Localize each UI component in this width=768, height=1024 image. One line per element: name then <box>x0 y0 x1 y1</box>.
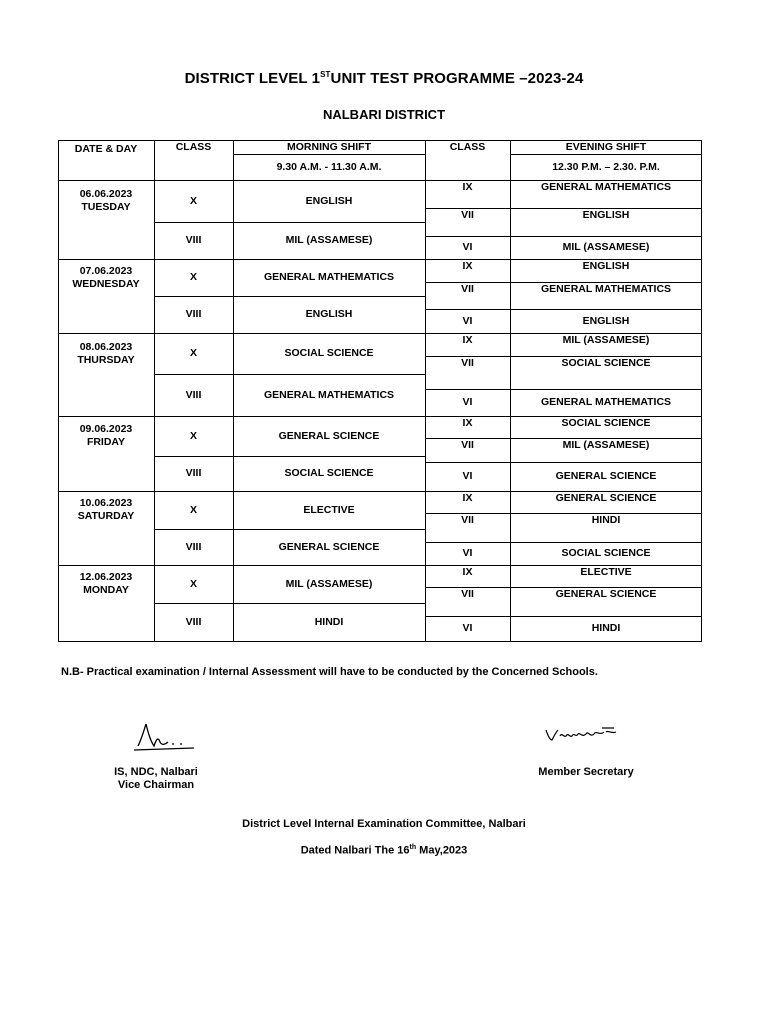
day-text: MONDAY <box>83 584 129 596</box>
evening-subject-cell <box>528 438 684 462</box>
evening-subject-cell <box>528 389 684 416</box>
header-morning-time-text: 9.30 A.M. - 11.30 A.M. <box>276 160 382 173</box>
evening-class-cell-text: VII <box>461 357 474 369</box>
morning-class-cell <box>154 491 233 529</box>
evening-subject-cell-text: HINDI <box>591 622 621 634</box>
evening-subject-cell <box>528 565 684 587</box>
morning-class-cell-text: X <box>189 347 197 359</box>
committee-name: District Level Internal Examination Committee, Nalbari <box>242 818 526 830</box>
dated-suffix: May,2023 <box>416 844 468 857</box>
morning-subject-cell-text: MIL (ASSAMESE) <box>285 234 373 246</box>
evening-class-cell <box>425 180 510 208</box>
evening-class-cell-text: VI <box>462 314 473 327</box>
day-text: TUESDAY <box>81 201 131 213</box>
evening-subject-cell <box>528 333 684 356</box>
morning-class-cell <box>154 374 233 416</box>
morning-class-cell <box>154 416 233 456</box>
header-date-day <box>58 140 154 158</box>
morning-class-cell-text: VIII <box>185 467 202 479</box>
evening-class-cell <box>425 491 510 513</box>
evening-subject-cell <box>528 616 684 641</box>
evening-subject-cell-text: GENERAL SCIENCE <box>555 470 657 482</box>
morning-subject-cell <box>233 416 425 456</box>
evening-class-cell <box>425 356 510 389</box>
evening-class-cell-text: VI <box>462 622 473 634</box>
note: N.B- Practical examination / Internal Assessment will have to be conducted by the Concerned Schools. <box>61 666 598 678</box>
evening-class-cell-text: VII <box>461 514 474 526</box>
evening-subject-cell-text: SOCIAL SCIENCE <box>561 417 651 429</box>
evening-class-cell <box>425 565 510 587</box>
evening-subject-cell <box>528 513 684 542</box>
morning-subject-cell <box>233 603 425 641</box>
evening-subject-cell <box>528 309 684 333</box>
header-class-morning-text: CLASS <box>175 140 212 153</box>
day-text: THURSDAY <box>77 353 135 366</box>
member-secretary-signature <box>542 722 626 750</box>
evening-subject-cell <box>528 208 684 236</box>
date-day-cell <box>58 565 154 603</box>
date-day-cell <box>58 491 154 529</box>
evening-class-cell <box>425 333 510 356</box>
evening-class-cell <box>425 587 510 616</box>
header-evening-shift <box>510 140 702 154</box>
evening-subject-cell-text: MIL (ASSAMESE) <box>562 241 650 253</box>
evening-subject-cell-text: ENGLISH <box>582 314 630 327</box>
date-day-cell <box>58 259 154 296</box>
morning-subject-cell-text: SOCIAL SCIENCE <box>284 467 374 479</box>
morning-class-cell-text: VIII <box>185 308 202 320</box>
evening-class-cell-text: VI <box>462 547 473 559</box>
evening-class-cell <box>425 416 510 438</box>
evening-class-cell-text: IX <box>462 260 473 272</box>
morning-class-cell-text: X <box>189 429 197 442</box>
morning-subject-cell <box>233 333 425 374</box>
evening-class-cell <box>425 389 510 416</box>
date-text: 12.06.2023 <box>79 571 133 583</box>
evening-subject-cell <box>528 282 684 309</box>
evening-class-cell <box>425 208 510 236</box>
title-superscript: ST <box>320 70 331 79</box>
evening-subject-cell-text: GENERAL MATHEMATICS <box>540 283 672 295</box>
evening-class-cell <box>425 462 510 491</box>
evening-class-cell-text: IX <box>462 566 473 578</box>
header-date-day-text: DATE & DAY <box>74 142 138 155</box>
morning-subject-cell-text: GENERAL MATHEMATICS <box>263 271 395 283</box>
evening-subject-cell <box>528 542 684 565</box>
evening-class-cell <box>425 616 510 641</box>
header-evening-shift-text: EVENING SHIFT <box>565 140 647 153</box>
morning-subject-cell <box>233 374 425 416</box>
evening-class-cell-text: VII <box>461 439 474 451</box>
evening-class-cell-text: VI <box>462 470 473 482</box>
morning-subject-cell <box>233 491 425 529</box>
header-evening-time-text: 12.30 P.M. – 2.30. P.M. <box>552 160 660 173</box>
evening-class-cell-text: VII <box>461 588 474 600</box>
morning-class-cell <box>154 565 233 603</box>
evening-subject-cell-text: SOCIAL SCIENCE <box>561 357 651 369</box>
morning-subject-cell-text: GENERAL MATHEMATICS <box>263 388 395 401</box>
morning-subject-cell <box>233 180 425 222</box>
table-border-right <box>701 140 702 642</box>
evening-class-cell <box>425 438 510 462</box>
document-subtitle: NALBARI DISTRICT <box>322 107 446 122</box>
day-text: FRIDAY <box>86 436 126 448</box>
evening-subject-cell <box>528 462 684 491</box>
dated-line <box>0 844 768 857</box>
evening-subject-cell <box>528 356 684 389</box>
morning-class-cell <box>154 333 233 374</box>
evening-subject-cell <box>528 180 684 208</box>
evening-subject-cell-text: HINDI <box>591 514 621 526</box>
right-signatory <box>520 766 652 779</box>
morning-class-cell <box>154 222 233 259</box>
morning-subject-cell <box>233 296 425 333</box>
morning-subject-cell-text: ELECTIVE <box>303 503 355 516</box>
evening-class-cell-text: VII <box>461 283 474 295</box>
evening-subject-cell-text: MIL (ASSAMESE) <box>562 334 650 346</box>
date-text: 07.06.2023 <box>79 264 133 277</box>
morning-class-cell <box>154 603 233 641</box>
evening-subject-cell-text: GENERAL SCIENCE <box>555 492 657 504</box>
evening-class-cell-text: IX <box>462 334 473 346</box>
morning-class-cell-text: X <box>189 503 197 516</box>
left-signatory-role: Vice Chairman <box>117 779 195 791</box>
evening-class-cell-text: IX <box>462 417 473 429</box>
date-text: 09.06.2023 <box>79 423 133 435</box>
evening-subject-cell-text: GENERAL SCIENCE <box>555 588 657 600</box>
morning-subject-cell-text: SOCIAL SCIENCE <box>284 347 374 359</box>
evening-class-cell-text: IX <box>462 181 473 193</box>
morning-class-cell <box>154 259 233 296</box>
left-signatory-title: IS, NDC, Nalbari <box>114 766 198 778</box>
evening-subject-cell-text: ENGLISH <box>582 209 630 221</box>
date-text: 08.06.2023 <box>79 340 133 353</box>
morning-subject-cell-text: MIL (ASSAMESE) <box>285 577 373 590</box>
evening-subject-cell <box>528 259 684 282</box>
vice-chairman-signature <box>132 720 204 756</box>
morning-subject-cell <box>233 259 425 296</box>
header-morning-shift <box>233 140 425 154</box>
morning-subject-cell <box>233 222 425 259</box>
right-signatory-role: Member Secretary <box>538 766 634 778</box>
evening-class-cell <box>425 282 510 309</box>
evening-class-cell <box>425 513 510 542</box>
date-text: 10.06.2023 <box>79 497 133 509</box>
header-morning-time <box>251 154 407 180</box>
title-prefix: DISTRICT LEVEL 1 <box>184 70 321 87</box>
morning-class-cell-text: X <box>189 271 197 283</box>
date-day-cell <box>58 333 154 374</box>
morning-class-cell-text: VIII <box>185 615 202 628</box>
morning-subject-cell-text: GENERAL SCIENCE <box>278 540 380 553</box>
morning-class-cell <box>154 296 233 333</box>
evening-class-cell <box>425 309 510 333</box>
morning-class-cell-text: VIII <box>185 388 202 401</box>
evening-subject-cell-text: MIL (ASSAMESE) <box>562 439 650 451</box>
evening-subject-cell <box>528 416 684 438</box>
morning-subject-cell <box>233 529 425 565</box>
evening-subject-cell-text: GENERAL MATHEMATICS <box>540 396 672 408</box>
evening-class-cell-text: VII <box>461 209 474 221</box>
evening-subject-cell-text: SOCIAL SCIENCE <box>561 547 651 559</box>
date-day-cell <box>58 180 154 222</box>
evening-class-cell-text: VI <box>462 396 473 408</box>
evening-subject-cell-text: GENERAL MATHEMATICS <box>540 181 672 193</box>
date-text: 06.06.2023 <box>79 188 133 200</box>
header-class-evening <box>425 140 510 154</box>
header-class-morning <box>154 140 233 154</box>
morning-subject-cell-text: ENGLISH <box>305 194 353 207</box>
morning-class-cell-text: X <box>189 194 197 207</box>
dated-superscript: th <box>409 844 417 851</box>
exam-schedule-table <box>58 140 702 641</box>
morning-subject-cell-text: HINDI <box>314 615 344 628</box>
dated-prefix: Dated Nalbari The 16 <box>300 844 410 857</box>
title-suffix: UNIT TEST PROGRAMME –2023-24 <box>330 70 584 87</box>
morning-subject-cell-text: ENGLISH <box>305 308 353 320</box>
document-title <box>0 70 768 87</box>
left-signatory <box>96 766 216 792</box>
evening-subject-cell-text: ENGLISH <box>582 260 630 272</box>
header-evening-time <box>532 154 680 180</box>
header-morning-shift-text: MORNING SHIFT <box>287 140 371 153</box>
evening-class-cell <box>425 542 510 565</box>
evening-subject-cell <box>528 587 684 616</box>
morning-subject-cell-text: GENERAL SCIENCE <box>278 429 380 442</box>
date-day-cell <box>58 416 154 456</box>
morning-class-cell-text: VIII <box>185 540 202 553</box>
evening-class-cell-text: VI <box>462 241 473 253</box>
evening-subject-cell <box>528 236 684 259</box>
morning-subject-cell <box>233 456 425 491</box>
evening-class-cell <box>425 236 510 259</box>
day-text: SATURDAY <box>77 510 135 522</box>
evening-subject-cell-text: ELECTIVE <box>580 566 632 578</box>
column-rule <box>510 140 511 642</box>
morning-subject-cell <box>233 565 425 603</box>
morning-class-cell <box>154 456 233 491</box>
morning-class-cell-text: VIII <box>185 234 202 246</box>
evening-class-cell <box>425 259 510 282</box>
morning-class-cell <box>154 180 233 222</box>
evening-class-cell-text: IX <box>462 492 473 504</box>
day-text: WEDNESDAY <box>72 277 140 290</box>
morning-class-cell-text: X <box>189 577 197 590</box>
header-class-evening-text: CLASS <box>449 140 486 153</box>
morning-class-cell <box>154 529 233 565</box>
evening-subject-cell <box>528 491 684 513</box>
